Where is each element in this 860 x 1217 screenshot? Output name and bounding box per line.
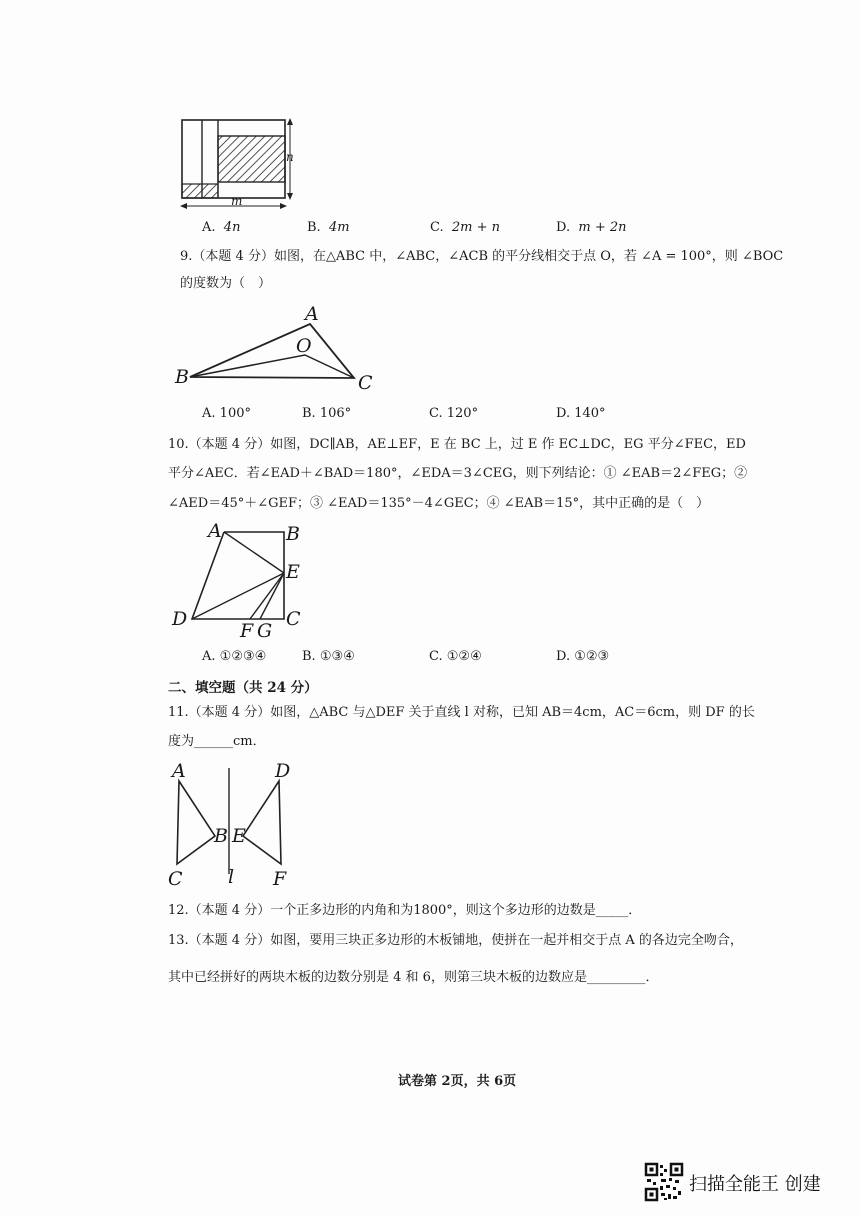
q9-question-line2: 的度数为（ ） bbox=[180, 276, 272, 291]
q9-option-d: D. 140° bbox=[556, 406, 606, 421]
q11-question-line1: 11.（本题 4 分）如图，△ABC 与△DEF 关于直线 l 对称，已知 AB＝4cm，AC＝6cm，则 DF 的长 bbox=[168, 705, 755, 720]
q8-option-b: B. 4m bbox=[307, 220, 350, 235]
q10-question-line1: 10.（本题 4 分）如图，DC∥AB，AE⊥EF，E 在 BC 上，过 E 作 EC⊥DC，EG 平分∠FEC，ED bbox=[168, 437, 746, 452]
q12-question: 12.（本题 4 分）一个正多边形的内角和为1800°，则这个多边形的边数是_____． bbox=[168, 903, 642, 918]
q11-question-line2: 度为______cm． bbox=[168, 734, 266, 749]
q11-label-e: E bbox=[232, 825, 246, 847]
q10-label-f: F bbox=[240, 620, 254, 642]
q10-option-b: B. ①③④ bbox=[302, 649, 355, 664]
q9-option-b: B. 106° bbox=[302, 406, 352, 421]
q11-label-l: l bbox=[228, 866, 235, 888]
q13-question-line2: 其中已经拼好的两块木板的边数分别是 4 和 6，则第三块木板的边数应是_________． bbox=[168, 970, 659, 985]
q10-option-a: A. ①②③④ bbox=[202, 649, 267, 664]
qr-code-icon bbox=[645, 1163, 683, 1201]
q10-label-g: G bbox=[257, 620, 273, 642]
q10-label-c: C bbox=[286, 608, 301, 630]
q11-label-a: A bbox=[172, 760, 186, 782]
q8-option-a: A. 4n bbox=[202, 220, 241, 235]
q11-label-b: B bbox=[214, 825, 228, 847]
page-footer: 试卷第 2页，共 6页 bbox=[398, 1074, 517, 1089]
q10-label-e: E bbox=[286, 561, 300, 583]
q9-label-c: C bbox=[358, 372, 373, 394]
q10-label-d: D bbox=[172, 608, 188, 630]
q11-label-f: F bbox=[273, 868, 287, 890]
q10-question-line2: 平分∠AEC．若∠EAD＋∠BAD＝180°，∠EDA＝3∠CEG，则下列结论：① ∠EAB＝2∠FEG；② bbox=[168, 466, 748, 481]
q9-label-b: B bbox=[175, 366, 189, 388]
q8-option-d: D. m + 2n bbox=[556, 220, 627, 235]
section2-title: 二、填空题（共 24 分） bbox=[168, 680, 318, 696]
q8-label-n: n bbox=[286, 150, 294, 164]
q11-label-c: C bbox=[168, 868, 183, 890]
q9-option-a: A. 100° bbox=[202, 406, 251, 421]
q8-label-m: m bbox=[231, 194, 243, 208]
q9-question-line1: 9.（本题 4 分）如图，在△ABC 中，∠ABC，∠ACB 的平分线相交于点 O，若 ∠A = 100°，则 ∠BOC bbox=[180, 249, 784, 264]
scanner-watermark-text: 扫描全能王 创建 bbox=[689, 1174, 821, 1195]
q9-option-c: C. 120° bbox=[429, 406, 479, 421]
q9-triangle-figure bbox=[180, 300, 380, 400]
q10-label-b: B bbox=[286, 523, 300, 545]
q10-option-d: D. ①②③ bbox=[556, 649, 610, 664]
q11-label-d: D bbox=[275, 760, 291, 782]
q9-label-a: A bbox=[305, 303, 319, 325]
q9-label-o: O bbox=[296, 335, 312, 357]
q10-question-line3: ∠AED＝45°＋∠GEF；③ ∠EAD＝135°－4∠GEC；④ ∠EAB＝15°，其中正确的是（ ） bbox=[168, 496, 710, 511]
q13-question-line1: 13.（本题 4 分）如图，要用三块正多边形的木板铺地，使拼在一起并相交于点 A 的各边完全吻合， bbox=[168, 933, 743, 948]
q10-option-c: C. ①②④ bbox=[429, 649, 482, 664]
q10-label-a: A bbox=[208, 520, 222, 542]
q8-option-c: C. 2m + n bbox=[430, 220, 501, 235]
